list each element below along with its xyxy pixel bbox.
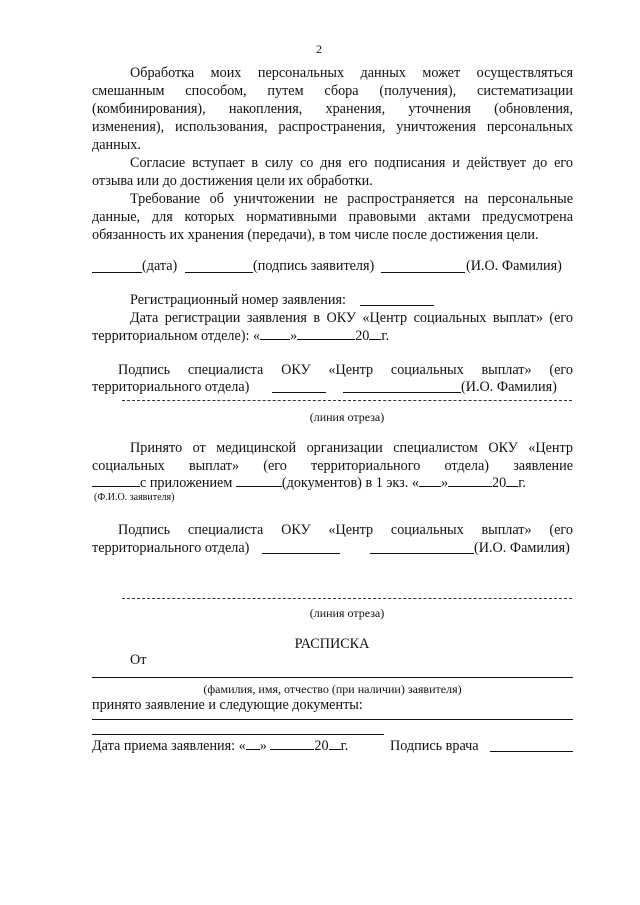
specialist-sign-2-line-2: территориального отдела) bbox=[92, 540, 250, 556]
doctor-signature-blank[interactable] bbox=[490, 751, 573, 752]
receipt-fio-blank[interactable] bbox=[92, 677, 573, 678]
registration-number-blank[interactable] bbox=[360, 305, 434, 306]
name-label: (И.О. Фамилия) bbox=[466, 258, 562, 274]
registration-year-blank[interactable] bbox=[369, 327, 381, 340]
receipt-date-label: Дата приема заявления: « bbox=[92, 738, 246, 754]
paragraph-3-line-3: обязанность их хранения (передачи), в том числе после достижения цели. bbox=[92, 227, 539, 243]
accepted-date-suffix: г. bbox=[518, 475, 526, 491]
accepted-line-3 bbox=[92, 474, 526, 492]
doctor-sign-label: Подпись врача bbox=[390, 738, 479, 754]
paragraph-1-line-4: изменения), использования, распространения, уничтожения персональных bbox=[92, 119, 573, 135]
cut-line-1-label: (линия отреза) bbox=[309, 410, 385, 424]
specialist-1-signature-blank[interactable] bbox=[272, 392, 326, 393]
specialist-1-name-label: (И.О. Фамилия) bbox=[461, 379, 557, 395]
specialist-2-signature-blank[interactable] bbox=[262, 553, 340, 554]
receipt-accepted-text: принято заявление и следующие документы: bbox=[92, 697, 363, 713]
paragraph-1-line-3: (комбинирования), накопления, хранения, уточнения (обновления, bbox=[92, 101, 573, 117]
applicant-fio-label: (Ф.И.О. заявителя) bbox=[94, 492, 175, 503]
page-number: 2 bbox=[316, 42, 322, 56]
registration-date-mid: » bbox=[290, 328, 298, 344]
paragraph-2-line-1: Согласие вступает в силу со дня его подписания и действует до его bbox=[130, 155, 573, 171]
receipt-from-label: От bbox=[130, 652, 147, 668]
receipt-year-blank[interactable] bbox=[329, 737, 341, 750]
specialist-sign-1-line-1: Подпись специалиста ОКУ «Центр социальных выплат» (его bbox=[118, 362, 573, 378]
documents-count-blank[interactable] bbox=[236, 474, 282, 487]
signature-label: (подпись заявителя) bbox=[253, 258, 375, 274]
paragraph-1-line-1: Обработка моих персональных данных может осуществляться bbox=[130, 65, 573, 81]
receipt-month-blank[interactable] bbox=[270, 737, 314, 750]
accepted-month-blank[interactable] bbox=[448, 474, 492, 487]
accepted-line-2: социальных выплат» (его территориального отдела) заявление bbox=[92, 458, 573, 474]
accepted-year: 20 bbox=[492, 475, 507, 491]
date-label: (дата) bbox=[142, 258, 178, 274]
registration-year: 20 bbox=[355, 328, 370, 344]
specialist-2-name-blank[interactable] bbox=[370, 553, 474, 554]
receipt-documents-blank-2[interactable] bbox=[92, 734, 384, 735]
paragraph-2-line-2: отзыва или до достижения цели их обработки. bbox=[92, 173, 373, 189]
accepted-with-attachment: с приложением bbox=[140, 475, 233, 491]
registration-month-blank[interactable] bbox=[297, 327, 355, 340]
accepted-documents-text: (документов) в 1 экз. « bbox=[281, 475, 419, 491]
date-blank[interactable] bbox=[92, 272, 142, 273]
receipt-day-blank[interactable] bbox=[246, 737, 260, 750]
receipt-date-mid: » bbox=[259, 738, 267, 754]
accepted-day-blank[interactable] bbox=[419, 474, 441, 487]
paragraph-1-line-5: данных. bbox=[92, 137, 141, 153]
receipt-fio-caption: (фамилия, имя, отчество (при наличии) заявителя) bbox=[203, 682, 462, 696]
receipt-documents-blank-1[interactable] bbox=[92, 719, 573, 720]
registration-day-blank[interactable] bbox=[260, 327, 290, 340]
receipt-year: 20 bbox=[314, 738, 329, 754]
specialist-2-name-label: (И.О. Фамилия) bbox=[474, 540, 570, 556]
receipt-date-row bbox=[92, 737, 348, 755]
cut-line-2 bbox=[122, 598, 572, 599]
accepted-line-1: Принято от медицинской организации специалистом ОКУ «Центр bbox=[130, 440, 573, 456]
receipt-date-suffix: г. bbox=[340, 738, 349, 754]
cut-line-1 bbox=[122, 400, 572, 401]
specialist-1-name-blank[interactable] bbox=[343, 392, 461, 393]
registration-date-suffix: г. bbox=[381, 328, 390, 344]
signature-blank[interactable] bbox=[185, 272, 253, 273]
applicant-fio-blank[interactable] bbox=[92, 474, 140, 487]
paragraph-3-line-2: данные, для которых нормативными правовыми актами предусмотрена bbox=[92, 209, 573, 225]
registration-date-line-1: Дата регистрации заявления в ОКУ «Центр социальных выплат» (его bbox=[130, 310, 573, 326]
specialist-sign-1-line-2: территориального отдела) bbox=[92, 379, 250, 395]
paragraph-3-line-1: Требование об уничтожении не распространяется на персональные bbox=[130, 191, 573, 207]
registration-number-label: Регистрационный номер заявления: bbox=[130, 292, 346, 308]
registration-date-prefix: территориальном отделе): « bbox=[92, 328, 261, 344]
name-blank[interactable] bbox=[381, 272, 465, 273]
specialist-sign-2-line-1: Подпись специалиста ОКУ «Центр социальных выплат» (его bbox=[118, 522, 573, 538]
paragraph-1-line-2: смешанным способом, путем сбора (получения), систематизации bbox=[92, 83, 573, 99]
registration-date-line-2 bbox=[92, 327, 389, 345]
receipt-title: РАСПИСКА bbox=[294, 636, 370, 652]
accepted-date-mid: » bbox=[440, 475, 449, 491]
cut-line-2-label: (линия отреза) bbox=[309, 606, 385, 620]
accepted-year-blank[interactable] bbox=[506, 474, 518, 487]
